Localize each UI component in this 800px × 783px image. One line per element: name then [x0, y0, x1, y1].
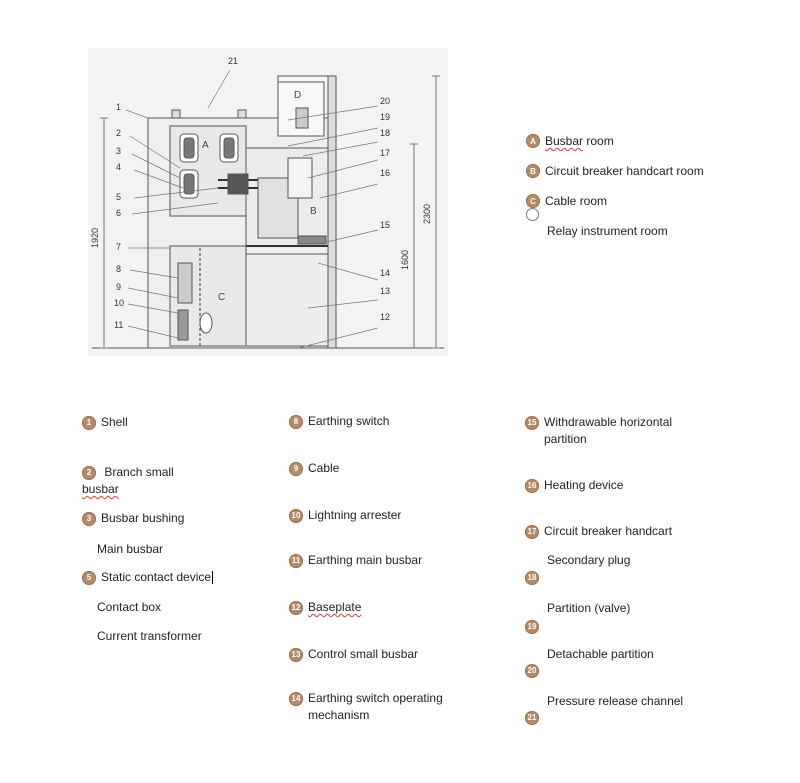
- room-legend-label: Relay instrument room: [547, 224, 668, 238]
- callout-10: 10: [114, 298, 125, 308]
- callout-20: 20: [380, 96, 391, 106]
- text-cursor: [212, 571, 213, 584]
- number-badge-icon: 13: [289, 648, 303, 662]
- component-9: 9 Cable: [289, 460, 339, 477]
- callout-6: 6: [116, 208, 122, 218]
- number-badge-icon: 16: [525, 479, 539, 493]
- room-label-a: A: [202, 140, 209, 151]
- room-label-c: C: [218, 292, 226, 303]
- component-16: 16 Heating device: [525, 477, 623, 494]
- number-badge-icon: 9: [289, 462, 303, 476]
- component-11: 11 Earthing main busbar: [289, 552, 422, 569]
- room-legend-d-label: [547, 224, 668, 238]
- component-12: 12 Baseplate: [289, 599, 361, 616]
- callout-3: 3: [116, 146, 122, 156]
- component-7: Current transformer: [97, 629, 202, 643]
- room-legend-b: [526, 164, 704, 178]
- component-18-label: Secondary plug: [547, 553, 631, 567]
- component-4: Main busbar: [97, 542, 164, 556]
- number-badge-icon: 19: [525, 620, 539, 634]
- number-badge-icon: 2: [82, 466, 96, 480]
- component-19-label: Partition (valve): [547, 601, 631, 615]
- component-5: 5 Static contact device: [82, 569, 213, 586]
- callout-8: 8: [116, 264, 122, 274]
- component-15: 15 Withdrawable horizontal partition: [525, 414, 672, 448]
- callout-5: 5: [116, 192, 122, 202]
- number-badge-icon: 1: [82, 416, 96, 430]
- callout-21: 21: [228, 56, 239, 66]
- number-badge-icon: 17: [525, 525, 539, 539]
- number-badge-icon: 14: [289, 692, 303, 706]
- number-badge-icon: 12: [289, 601, 303, 615]
- number-badge-icon: 8: [289, 415, 303, 429]
- room-legend-label: Circuit breaker handcart room: [545, 164, 704, 178]
- badge-a-icon: A: [526, 134, 540, 148]
- room-legend-a: [526, 134, 614, 148]
- component-21-label: Pressure release channel: [547, 694, 684, 708]
- badge-c-icon: C: [526, 194, 540, 208]
- callout-7: 7: [116, 242, 122, 252]
- dimension-2300: 2300: [422, 203, 432, 224]
- component-14: 14 Earthing switch operating mechanism: [289, 690, 443, 724]
- room-legend-c: [526, 194, 607, 208]
- number-badge-icon: 5: [82, 571, 96, 585]
- room-label-d: D: [294, 90, 302, 101]
- number-badge-icon: 11: [289, 554, 303, 568]
- component-17: 17 Circuit breaker handcart: [525, 523, 672, 540]
- callout-4: 4: [116, 162, 122, 172]
- component-20-badge: [525, 662, 544, 679]
- component-3: 3 Busbar bushing: [82, 510, 184, 527]
- callout-15: 15: [380, 220, 391, 230]
- badge-d-icon: [526, 208, 539, 221]
- number-badge-icon: 15: [525, 416, 539, 430]
- room-legend-d: [526, 208, 544, 221]
- room-legend-label: Cable room: [545, 194, 608, 208]
- component-6: Contact box: [97, 600, 162, 614]
- badge-b-icon: B: [526, 164, 540, 178]
- number-badge-icon: 18: [525, 571, 539, 585]
- switchgear-cross-section-diagram: [88, 48, 448, 356]
- callout-1: 1: [116, 102, 122, 112]
- callout-18: 18: [380, 128, 391, 138]
- callout-17: 17: [380, 148, 391, 158]
- callout-11: 11: [114, 320, 124, 330]
- callout-16: 16: [380, 168, 391, 178]
- number-badge-icon: 20: [525, 664, 539, 678]
- number-badge-icon: 21: [525, 711, 539, 725]
- component-10: 10 Lightning arrester: [289, 507, 401, 524]
- room-legend-label: Busbar room: [545, 134, 614, 148]
- callout-13: 13: [380, 286, 391, 296]
- dimension-1920: 1920: [90, 227, 100, 248]
- component-21-badge: [525, 709, 544, 726]
- number-badge-icon: 3: [82, 512, 96, 526]
- component-1: 1 Shell: [82, 414, 128, 431]
- number-badge-icon: 10: [289, 509, 303, 523]
- component-13: 13 Control small busbar: [289, 646, 418, 663]
- component-20-label: Detachable partition: [547, 647, 654, 661]
- component-2: 2 Branch small busbar: [82, 465, 174, 496]
- callout-12: 12: [380, 312, 391, 322]
- callout-14: 14: [380, 268, 391, 278]
- dimension-1600: 1600: [400, 249, 410, 270]
- component-18-badge: [525, 569, 544, 586]
- callout-2: 2: [116, 128, 122, 138]
- room-label-b: B: [310, 206, 317, 217]
- component-19-badge: [525, 618, 544, 635]
- component-8: 8 Earthing switch: [289, 413, 389, 430]
- callout-9: 9: [116, 282, 122, 292]
- callout-19: 19: [380, 112, 391, 122]
